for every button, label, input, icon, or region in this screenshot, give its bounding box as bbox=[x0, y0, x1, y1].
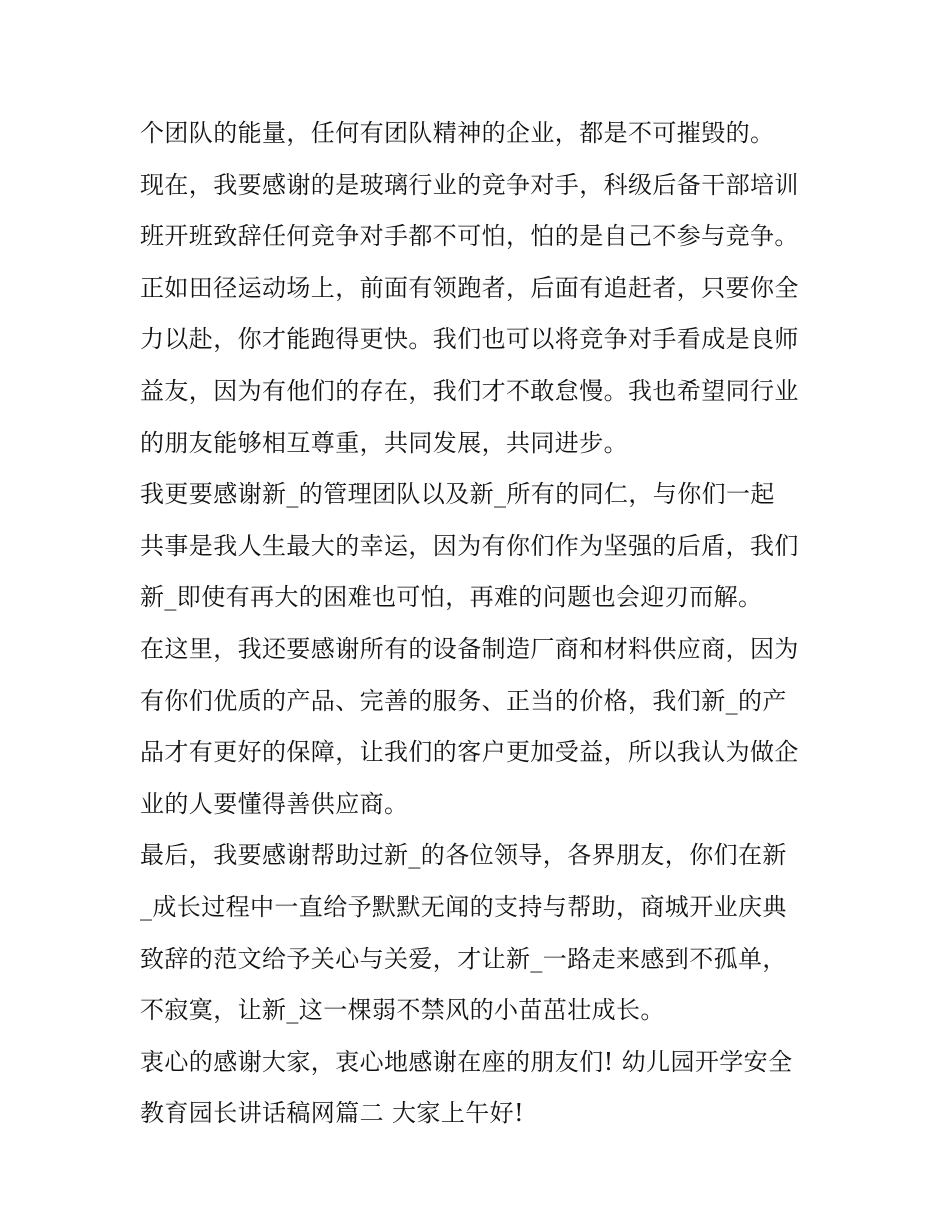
text-line: 有你们优质的产品、完善的服务、正当的价格，我们新_的产 bbox=[140, 686, 787, 715]
text-line: 衷心的感谢大家，衷心地感谢在座的朋友们! 幼儿园开学安全 bbox=[140, 1047, 793, 1076]
text-line: 个团队的能量，任何有团队精神的企业，都是不可摧毁的。 bbox=[140, 119, 775, 147]
text-line: 最后，我要感谢帮助过新_的各位领导，各界朋友，你们在新 bbox=[140, 841, 787, 870]
text-line: 现在，我要感谢的是玻璃行业的竞争对手，科级后备干部培训 bbox=[140, 170, 799, 199]
text-line: _成长过程中一直给予默默无闻的支持与帮助，商城开业庆典 bbox=[140, 892, 787, 921]
text-line: 致辞的范文给予关心与关爱，才让新_一路走来感到不孤单， bbox=[140, 944, 787, 973]
text-line: 益友，因为有他们的存在，我们才不敢怠慢。我也希望同行业 bbox=[140, 376, 799, 405]
text-line: 品才有更好的保障，让我们的客户更加受益，所以我认为做企 bbox=[140, 738, 799, 767]
text-line: 班开班致辞任何竞争对手都不可怕，怕的是自己不参与竞争。 bbox=[140, 222, 799, 251]
text-line: 教育园长讲话稿网篇二 大家上午好! bbox=[140, 1099, 525, 1128]
text-line: 的朋友能够相互尊重，共同发展，共同进步。 bbox=[140, 428, 628, 457]
text-line: 我更要感谢新_的管理团队以及新_所有的同仁，与你们一起 bbox=[140, 480, 775, 509]
text-line: 在这里，我还要感谢所有的设备制造厂商和材料供应商，因为 bbox=[140, 634, 799, 663]
text-line: 共事是我人生最大的幸运，因为有你们作为坚强的后盾，我们 bbox=[140, 531, 799, 560]
text-line: 业的人要懂得善供应商。 bbox=[140, 789, 409, 818]
text-line: 新_即使有再大的困难也可怕，再难的问题也会迎刃而解。 bbox=[140, 583, 763, 612]
text-line: 正如田径运动场上，前面有领跑者，后面有追赶者，只要你全 bbox=[140, 273, 799, 302]
text-line: 力以赴，你才能跑得更快。我们也可以将竞争对手看成是良师 bbox=[140, 325, 799, 354]
text-line: 不寂寞，让新_这一棵弱不禁风的小苗茁壮成长。 bbox=[140, 996, 665, 1025]
body-text bbox=[140, 108, 820, 1140]
